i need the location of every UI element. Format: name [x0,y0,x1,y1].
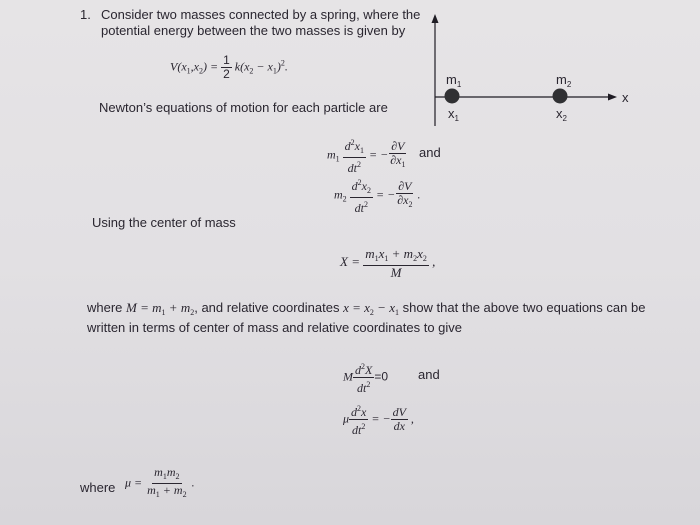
center-of-mass-text: Using the center of mass [92,215,236,230]
result-equation-2: μ $\frac{d^2x}{dt^2}$ = − $\frac{dV}{dx}$ , [343,404,414,437]
vertical-axis-arrow [432,14,439,23]
mass-2-label: $m_2$ [556,72,572,89]
position-1-label: $x_1$ [448,106,459,123]
x-axis-arrow [608,94,617,101]
newton-equation-2: $m_2$ $\frac{d^2x_2}{dt^2}$ = − $\frac{\partial V}{\partial x_2}$ . [334,178,421,215]
mu-equation: μ = $\frac{m_1m_2}{m_1 + m_2}$ . [125,465,195,499]
potential-equation: $V(x_1,x_2)$ = $\frac{1}{2}$ $k(x_2 - x_1)^2$. [170,53,288,81]
mu-label: where [80,480,116,495]
position-2-label: $x_2$ [556,106,567,123]
intro-line-2: potential energy between the two masses is given by [101,23,406,38]
and-2: and [418,367,440,382]
result-equation-1: M $\frac{d^2X}{dt^2}$ =0 [343,362,389,395]
center-of-mass-equation: X = $\frac{m_1x_1 + m_2x_2}{M}$ , [340,246,436,280]
intro-line-1: Consider two masses connected by a spring, where the [101,7,421,22]
x-axis-label: x [622,90,629,105]
where-line-1: where $M = m_1 + m_2$, and relative coordinates $x = x_2 - x_1$ show that the above two equations can be [87,300,646,317]
newton-equation-1: $m_1$ $\frac{d^2x_1}{dt^2}$ = − $\frac{\partial V}{\partial x_1}$ [327,138,406,175]
problem-number: 1. [80,7,91,22]
newton-text: Newton’s equations of motion for each particle are [99,100,388,115]
and-1: and [419,145,441,160]
where-line-2: written in terms of center of mass and relative coordinates to give [87,320,463,335]
mass-1-label: $m_1$ [446,72,462,89]
